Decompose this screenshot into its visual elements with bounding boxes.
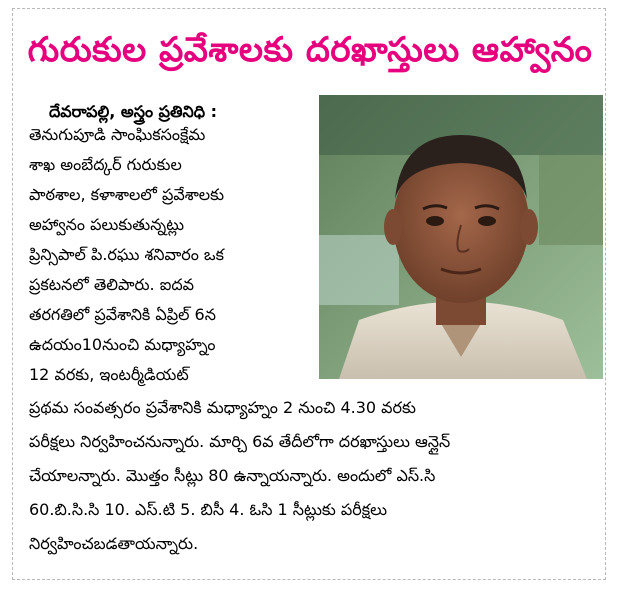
- body-line-9: 12 వరకు, ఇంటర్మీడియట్: [29, 365, 189, 384]
- body-line-10: ప్రథమ సంవత్సరం ప్రవేశానికి మధ్యాహ్నం 2 నుంచి 4.30 వరకు: [29, 398, 416, 417]
- body-line-12: చేయాలన్నారు. మొత్తం సీట్లు 80 ఉన్నాయన్నారు. అందులో ఎస్.సి: [29, 466, 436, 485]
- body-line-8: ఉదయం10నుంచి మధ్యాహ్నం: [29, 335, 216, 354]
- news-clipping: [12, 8, 606, 580]
- principal-photo: [319, 95, 603, 379]
- headline: గురుకుల ప్రవేశాలకు దరఖాస్తులు ఆహ్వానం: [27, 30, 593, 70]
- body-line-6: ప్రకటనలో తెలిపారు. ఐదవ: [29, 275, 195, 294]
- body-line-7: తరగతిలో ప్రవేశానికి ఏప్రిల్ 6న: [29, 305, 216, 324]
- body-line-1: తెనుగుపూడి సాంఘికసంక్షేమ: [29, 125, 206, 144]
- body-line-4: అహ్వానం పలుకుతున్నట్లు: [29, 215, 185, 234]
- body-line-2: శాఖ అంబేద్కర్ గురుకుల: [29, 155, 182, 174]
- body-line-5: ప్రిన్సిపాల్ పి.రఘు శనివారం ఒక: [29, 245, 224, 264]
- body-line-13: 60.బి.సి.సి 10. ఎస్.టి 5. బిసీ 4. ఓసి 1 సీట్లుకు పరీక్షలు: [29, 500, 387, 519]
- body-line-3: పాఠశాల, కళాశాలలో ప్రవేశాలకు: [29, 185, 225, 204]
- body-line-11: పరీక్షలు నిర్వహించనున్నారు. మార్చి 6వ తేదీలోగా దరఖాస్తులు ఆన్లైన్: [29, 432, 451, 451]
- dateline: దేవరాపల్లి, అస్త్రం ప్రతినిధి :: [49, 102, 218, 121]
- body-line-14: నిర్వహించబడతాయన్నారు.: [29, 534, 199, 553]
